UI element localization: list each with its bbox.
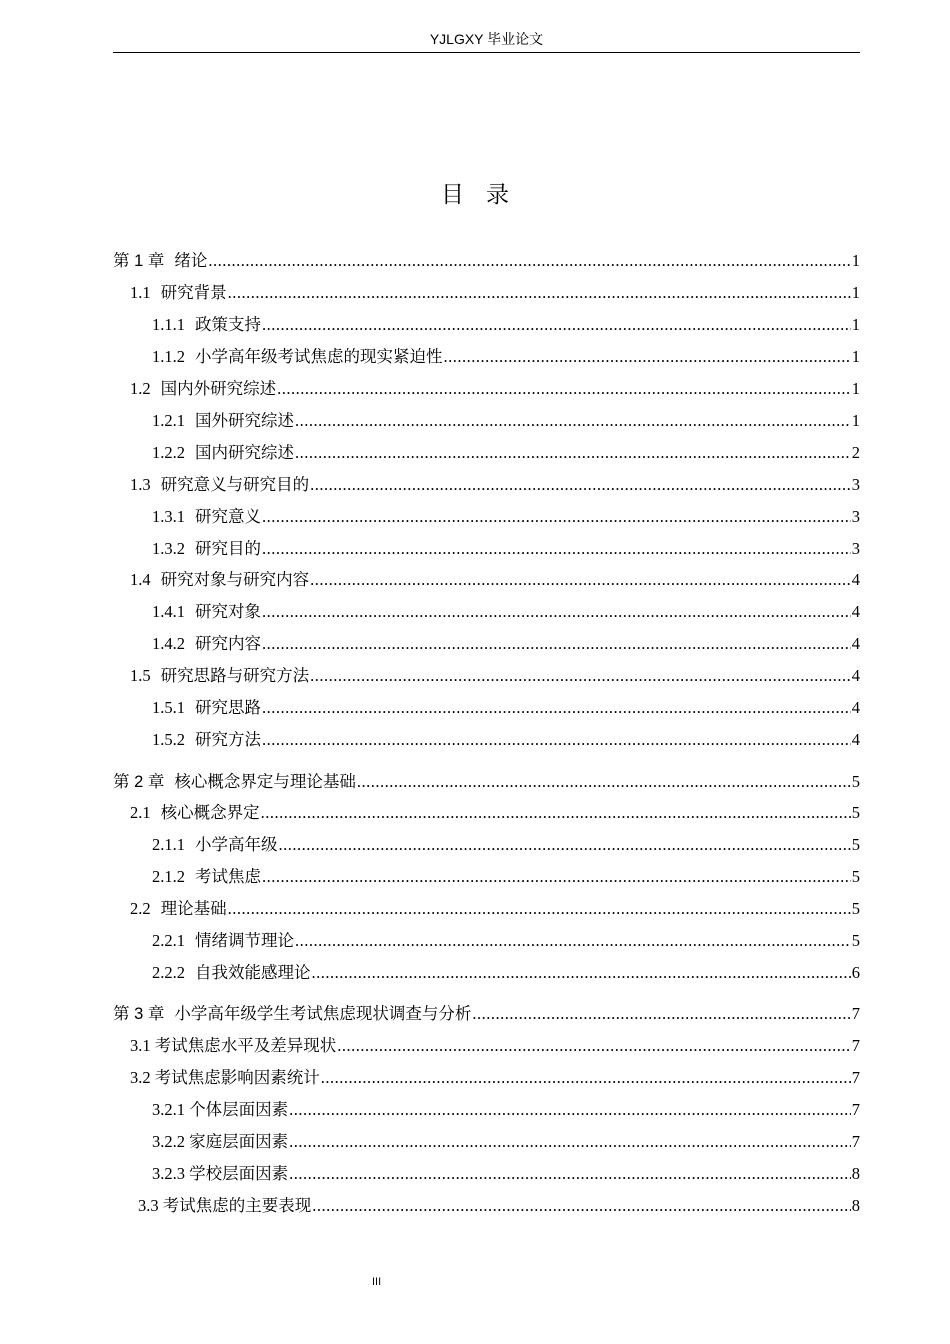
dot-leader xyxy=(357,771,851,793)
dot-leader xyxy=(312,962,851,984)
page-header xyxy=(113,28,860,53)
toc-entry-number: 2.2 xyxy=(130,899,151,918)
toc-entry-number: 1.5.1 xyxy=(152,698,185,717)
dot-leader xyxy=(262,538,851,560)
toc-entry-title: 国内外研究综述 xyxy=(160,379,277,398)
dot-leader xyxy=(262,314,851,336)
toc-entry-title: 研究方法 xyxy=(195,730,261,749)
toc-entry-title: 研究意义 xyxy=(195,507,261,526)
toc-entry-title: 研究内容 xyxy=(195,634,261,653)
toc-entry-number: 1.1 xyxy=(130,283,151,302)
toc-entry-title: 研究对象 xyxy=(195,602,261,621)
toc-entry-1-5[interactable] xyxy=(130,663,860,687)
toc-entry-number: 2.2.1 xyxy=(152,931,185,950)
toc-entry-title: 国内研究综述 xyxy=(195,443,294,462)
toc-entry-page: 7 xyxy=(851,1036,860,1055)
toc-entry-title: 研究思路与研究方法 xyxy=(160,666,310,685)
toc-entry-page: 1 xyxy=(851,347,860,366)
toc-entry-title: 小学高年级学生考试焦虑现状调查与分析 xyxy=(174,1005,472,1023)
toc-entry-page: 5 xyxy=(851,772,860,791)
toc-entry-2-1-1[interactable] xyxy=(152,832,860,856)
toc-entry-2-1-2[interactable] xyxy=(152,864,860,888)
toc-entry-number: 1.3.1 xyxy=(152,507,185,526)
toc-entry-number: 1.4.2 xyxy=(152,634,185,653)
toc-entry-3-2-2[interactable] xyxy=(152,1129,860,1153)
toc-entry-1-2-2[interactable] xyxy=(152,440,860,464)
toc-entry-title: 理论基础 xyxy=(160,899,227,918)
toc-entry-title: 研究目的 xyxy=(195,539,261,558)
toc-entry-number: 第 3 章 xyxy=(113,1005,165,1023)
toc-entry-number: 1.5 xyxy=(130,666,151,685)
toc-entry-1-3-1[interactable] xyxy=(152,504,860,528)
toc-entry-3-2-1[interactable] xyxy=(152,1097,860,1121)
dot-leader xyxy=(337,1035,851,1057)
toc-entry-1-2[interactable] xyxy=(130,376,860,400)
toc-entry-1-3-2[interactable] xyxy=(152,536,860,560)
toc-entry-chapter-1[interactable] xyxy=(113,248,860,272)
toc-entry-2-2-2[interactable] xyxy=(152,960,860,984)
toc-entry-page: 4 xyxy=(851,634,860,653)
toc-entry-page: 5 xyxy=(851,931,860,950)
dot-leader xyxy=(295,442,851,464)
toc-entry-title: 政策支持 xyxy=(195,315,261,334)
toc-entry-page: 7 xyxy=(851,1004,860,1023)
toc-entry-number: 第 2 章 xyxy=(113,773,165,791)
toc-entry-number: 3.2.3 xyxy=(152,1164,185,1183)
toc-entry-page: 5 xyxy=(851,867,860,886)
dot-leader xyxy=(261,802,851,824)
toc-entry-title: 考试焦虑水平及差异现状 xyxy=(154,1036,337,1055)
toc-entry-page: 1 xyxy=(851,411,860,430)
toc-entry-1-1[interactable] xyxy=(130,280,860,304)
toc-entry-3-3[interactable] xyxy=(138,1193,860,1217)
toc-entry-2-2-1[interactable] xyxy=(152,928,860,952)
toc-entry-page: 5 xyxy=(851,803,860,822)
toc-entry-number: 2.1.1 xyxy=(152,835,185,854)
toc-entry-page: 4 xyxy=(851,666,860,685)
dot-leader xyxy=(289,1163,851,1185)
toc-entry-number: 2.1.2 xyxy=(152,867,185,886)
toc-entry-page: 7 xyxy=(851,1068,860,1087)
dot-leader xyxy=(262,697,851,719)
dot-leader xyxy=(262,601,851,623)
dot-leader xyxy=(310,569,851,591)
dot-leader xyxy=(472,1003,850,1025)
toc-entry-page: 1 xyxy=(851,251,860,270)
toc-entry-number: 3.2 xyxy=(130,1068,151,1087)
toc-entry-chapter-2[interactable] xyxy=(113,769,860,793)
toc-entry-number: 1.5.2 xyxy=(152,730,185,749)
toc-entry-number: 1.2 xyxy=(130,379,151,398)
toc-entry-page: 8 xyxy=(851,1164,860,1183)
dot-leader xyxy=(277,378,851,400)
toc-entry-number: 1.4.1 xyxy=(152,602,185,621)
toc-entry-page: 1 xyxy=(851,315,860,334)
toc-entry-number: 2.2.2 xyxy=(152,963,185,982)
dot-leader xyxy=(228,282,851,304)
toc-entry-1-4-1[interactable] xyxy=(152,599,860,623)
page-number: III xyxy=(372,1276,382,1288)
dot-leader xyxy=(279,834,851,856)
dot-leader xyxy=(262,633,851,655)
toc-entry-title: 核心概念界定 xyxy=(160,803,260,822)
dot-leader xyxy=(289,1099,851,1121)
toc-entry-page: 4 xyxy=(851,570,860,589)
toc-entry-page: 1 xyxy=(851,379,860,398)
toc-entry-number: 3.2.2 xyxy=(152,1132,185,1151)
toc-entry-number: 3.3 xyxy=(138,1196,159,1215)
toc-entry-3-2[interactable] xyxy=(130,1065,860,1089)
toc-entry-title: 绪论 xyxy=(174,252,208,270)
toc-entry-1-4[interactable] xyxy=(130,567,860,591)
toc-entry-number: 1.2.1 xyxy=(152,411,185,430)
toc-entry-title: 核心概念界定与理论基础 xyxy=(174,773,356,791)
dot-leader xyxy=(312,1195,851,1217)
toc-entry-title: 考试焦虑影响因素统计 xyxy=(154,1068,320,1087)
toc-entry-title: 小学高年级考试焦虑的现实紧迫性 xyxy=(195,347,443,366)
toc-entry-3-2-3[interactable] xyxy=(152,1161,860,1185)
toc-entry-page: 3 xyxy=(851,507,860,526)
toc-entry-1-5-1[interactable] xyxy=(152,695,860,719)
header-title: YJLGXY 毕业论文 xyxy=(429,31,544,47)
toc-entry-2-2[interactable] xyxy=(130,896,860,920)
dot-leader xyxy=(444,346,851,368)
toc-entry-title: 研究意义与研究目的 xyxy=(160,475,310,494)
toc-entry-page: 7 xyxy=(851,1100,860,1119)
dot-leader xyxy=(321,1067,851,1089)
toc-entry-1-2-1[interactable] xyxy=(152,408,860,432)
toc-entry-1-5-2[interactable] xyxy=(152,727,860,751)
dot-leader xyxy=(228,898,851,920)
toc-entry-title: 研究思路 xyxy=(195,698,261,717)
toc-entry-page: 4 xyxy=(851,698,860,717)
toc-entry-page: 2 xyxy=(851,443,860,462)
toc-entry-page: 1 xyxy=(851,283,860,302)
dot-leader xyxy=(295,410,851,432)
toc-entry-3-1[interactable] xyxy=(130,1033,860,1057)
toc-entry-number: 1.2.2 xyxy=(152,443,185,462)
toc-entry-page: 8 xyxy=(851,1196,860,1215)
toc-entry-number: 1.3 xyxy=(130,475,151,494)
toc-entry-chapter-3[interactable] xyxy=(113,1001,860,1025)
dot-leader xyxy=(295,930,851,952)
toc-entry-page: 4 xyxy=(851,730,860,749)
toc-entry-title: 考试焦虑 xyxy=(195,867,261,886)
toc-entry-page: 6 xyxy=(851,963,860,982)
toc-entry-number: 2.1 xyxy=(130,803,151,822)
toc-entry-title: 国外研究综述 xyxy=(195,411,294,430)
toc-entry-title: 小学高年级 xyxy=(195,835,278,854)
toc-entry-title: 家庭层面因素 xyxy=(189,1132,289,1151)
toc-title: 目录 xyxy=(441,182,531,207)
toc-entry-number: 1.4 xyxy=(130,570,151,589)
toc-entry-page: 3 xyxy=(851,539,860,558)
toc-entry-title: 自我效能感理论 xyxy=(195,963,311,982)
dot-leader xyxy=(310,665,851,687)
toc-entry-number: 1.3.2 xyxy=(152,539,185,558)
toc-entry-1-1-1[interactable] xyxy=(152,312,860,336)
toc-entry-number: 3.2.1 xyxy=(152,1100,185,1119)
toc-entry-page: 5 xyxy=(851,899,860,918)
toc-entry-1-4-2[interactable] xyxy=(152,631,860,655)
toc-entry-1-1-2[interactable] xyxy=(152,344,860,368)
toc-entry-page: 5 xyxy=(851,835,860,854)
dot-leader xyxy=(262,866,851,888)
toc-entry-page: 4 xyxy=(851,602,860,621)
dot-leader xyxy=(208,250,850,272)
toc-entry-number: 1.1.1 xyxy=(152,315,185,334)
toc-entry-title: 学校层面因素 xyxy=(189,1164,289,1183)
dot-leader xyxy=(262,729,851,751)
toc-entry-title: 考试焦虑的主要表现 xyxy=(162,1196,312,1215)
dot-leader xyxy=(262,506,851,528)
toc-entry-2-1[interactable] xyxy=(130,800,860,824)
toc-entry-title: 个体层面因素 xyxy=(189,1100,289,1119)
toc-entry-title: 研究对象与研究内容 xyxy=(160,570,310,589)
toc-entry-page: 7 xyxy=(851,1132,860,1151)
toc-entry-title: 研究背景 xyxy=(160,283,227,302)
dot-leader xyxy=(289,1131,851,1153)
toc-entry-page: 3 xyxy=(851,475,860,494)
toc-entry-number: 1.1.2 xyxy=(152,347,185,366)
dot-leader xyxy=(310,474,851,496)
toc-entry-title: 情绪调节理论 xyxy=(195,931,294,950)
toc-entry-number: 3.1 xyxy=(130,1036,151,1055)
toc-entry-1-3[interactable] xyxy=(130,472,860,496)
toc-entry-number: 第 1 章 xyxy=(113,252,165,270)
